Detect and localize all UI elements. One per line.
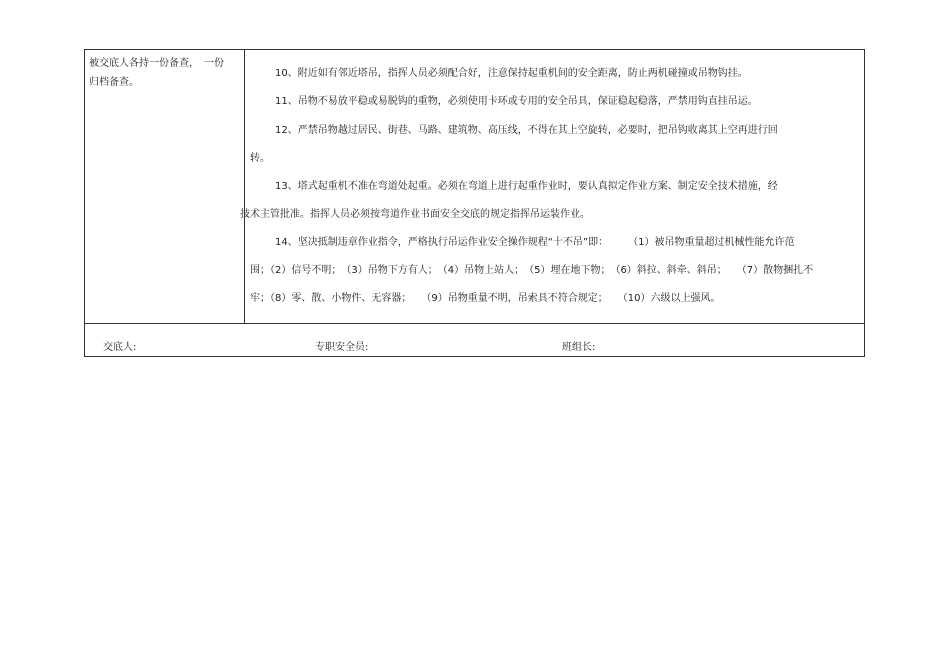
item-14: 14、坚决抵制违章作业指令，严格执行吊运作业安全操作规程“十不吊”即： （1）被吊物重量超过机械性能允许范 [275, 237, 795, 248]
item-13: 13、塔式起重机不准在弯道处起重。必须在弯道上进行起重作业时，要认真拟定作业方案、制定安全技术措施，经 [275, 181, 778, 192]
recipient-note-line-1: 被交底人各持一份备查， 一份 [89, 58, 224, 69]
item-14-cont-2: 牢；（8）零、散、小物件、无容器； （9）吊物重量不明，吊索具不符合规定； （10）六级以上强风。 [250, 293, 721, 304]
item-13-cont: 技术主管批准。指挥人员必须按弯道作业书面安全交底的规定指挥吊运装作业。 [240, 209, 590, 220]
item-11: 11、吊物不易放平稳或易脱钩的重物，必须使用卡环或专用的安全吊具，保证稳起稳落，严禁用钩直挂吊运。 [275, 96, 758, 107]
column-divider [244, 50, 245, 323]
recipient-note [89, 54, 239, 92]
item-10: 10、附近如有邻近塔吊，指挥人员必须配合好，注意保持起重机间的安全距离，防止两机碰撞或吊物钩挂。 [275, 68, 748, 79]
item-14-cont-1: 围；（2）信号不明； （3）吊物下方有人； （4）吊物上站人； （5）埋在地下物； （6）斜拉、斜牵、斜吊； （7）散物捆扎不 [250, 265, 814, 276]
recipient-note-line-2: 归档备查。 [89, 77, 139, 88]
item-12: 12、严禁吊物越过居民、街巷、马路、建筑物、高压线，不得在其上空旋转，必要时，把吊钩收离其上空再进行回 [275, 125, 778, 136]
row-divider [85, 323, 864, 324]
discloser-label: 交底人: [103, 342, 137, 353]
disclosure-table [84, 49, 865, 357]
team-leader-label: 班组长: [562, 342, 596, 353]
safety-officer-label: 专职安全员: [315, 342, 369, 353]
item-12-cont: 转。 [250, 153, 270, 164]
